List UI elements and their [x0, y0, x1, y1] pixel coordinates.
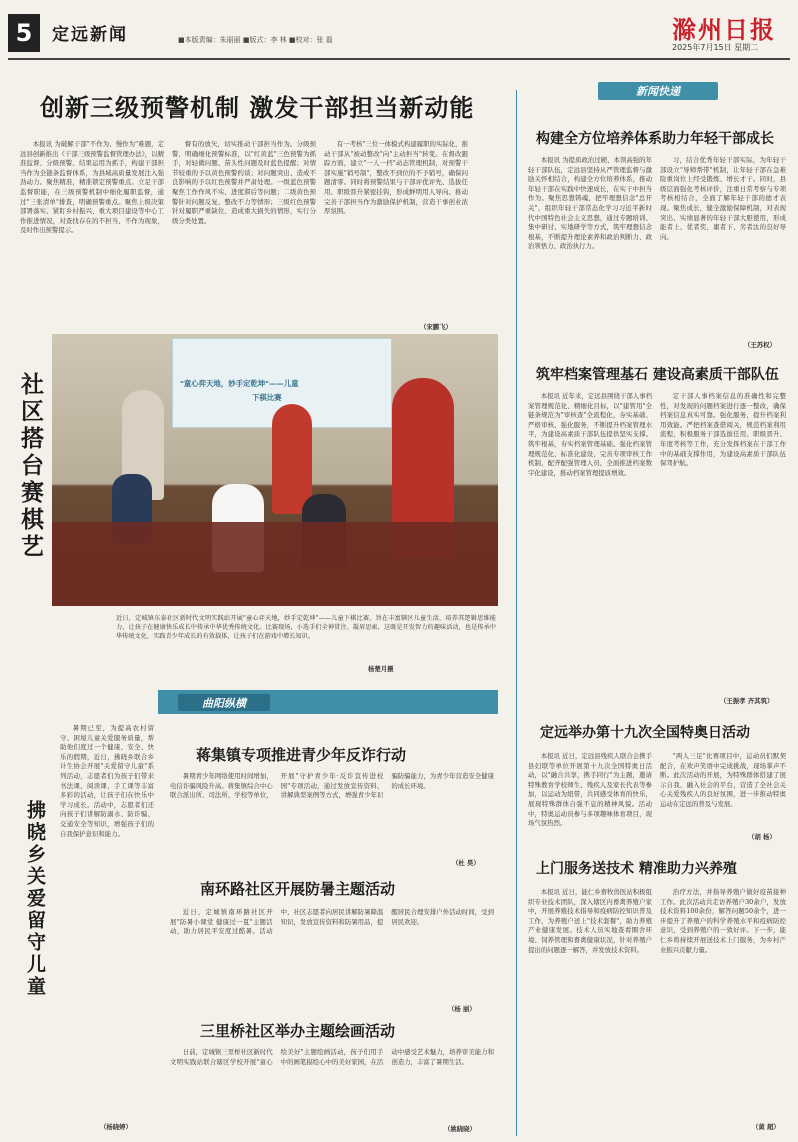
lead-body-col1 — [20, 140, 164, 332]
banner-text-2: 下棋比赛 — [252, 393, 282, 402]
a1-body-col2 — [660, 156, 786, 336]
a2-body-col1 — [528, 392, 652, 706]
volunteer-center — [272, 404, 312, 514]
a2-sig: （王振孝 齐其筑） — [720, 697, 774, 705]
quyang-side-body — [60, 724, 154, 1120]
lead-text-3: 有一考核"三位一体模式构建履职的实际化，推动干部从"被动整改"向"主动担当"转变。在督改跟踪方面，建立"一人一档"动态管理机制，对预警干部实施"销号制"，整改不到位的不予销号，确保问题清零。同时将预警结果与干部评优评先、选拔任用、职级晋升紧密挂钩，形成鲜明用人导向。推动完善干部担当作为激励保护机制，营造干事创业浓厚氛围。 — [324, 140, 468, 216]
quyang-side-title: 拂晓乡关爱留守儿童 — [24, 800, 46, 998]
a1-text-1: 本报讯 为提质政治过硬、本领高强的年轻干部队伍，定远县坚持从严管理监督与激励关怀相结合，构建全方位培养体系，推动年轻干部在实践中快速成长，在实干中担当作为。聚焦思想铸魂，把牢理想信念"总开关"，组织年轻干部常态化学习习近平新时代中国特色社会主义思想，通过专题培训、集中研讨、实地研学等方式，筑牢理想信念根基，不断提升理论素养和政治判断力、政治领悟力、政治执行力。 — [528, 156, 652, 251]
lead-body-col2 — [172, 140, 316, 332]
a2-title: 筑牢档案管理基石 建设高素质干部队伍 — [536, 367, 779, 383]
b1-body — [170, 772, 494, 850]
a3-title: 定远举办第十九次全国特奥日活动 — [540, 725, 750, 741]
a2-text-2: 定干部人事档案信息的准确性和完整性，对发现的问题档案进行逐一整改，确保档案信息真实可靠。强化服务，提升档案利用效能。严把档案查借阅关，规范档案利用流程，积极服务干部选拔任用、职级晋升、年度考核等工作，充分发挥档案在干部工作中的基础支撑作用，为建设高素质干部队伍保驾护航。 — [660, 392, 786, 468]
a2-text-1: 本报讯 近年来，定远县围绕干部人事档案管理规范化、精细化目标，以"建管用"全链条规范为"审核查"全流程化，夯实基础、严格审核、强化服务，不断提升档案管理水平，为建设高素质干部队伍提供坚实支撑。筑牢根基，夯实档案管理基础。强化档案管理规范化、标准化建设，完善专项审核工作机制，配齐配强管理人员，全面推进档案数字化建设，推动档案管理提质增效。 — [528, 392, 652, 477]
a4-body-col1 — [528, 888, 652, 1128]
a1-title: 构建全方位培养体系助力年轻干部成长 — [536, 131, 774, 147]
a3-body-col2 — [660, 752, 786, 830]
a3-text-2: "两人三足"比赛项目中，运动员们默契配合，在欢声笑语中完成挑战，现场掌声不断。此次活动的开展，为特殊群体搭建了展示自我、融入社会的平台，营造了全社会关心关爱残疾人的良好氛围，进一步推动特奥运动在定远的普及与发展。 — [660, 752, 786, 808]
masthead-rule — [8, 58, 790, 60]
a4-text-2: 治疗方法，并指导养殖户做好疫苗接种工作。此次活动共走访养殖户30余户，发放技术资料100余份，解答问题50余个，进一步提升了养殖户的科学养殖水平和疫病防控意识，受到养殖户的一致好评。下一步，能仁乡将持续开展送技术上门服务，为乡村产业振兴贡献力量。 — [660, 888, 786, 954]
lead-body-col3 — [324, 140, 468, 320]
credits-line: ■本版责编：朱丽丽 ■版式：李 林 ■校对：张 磊 — [178, 36, 333, 44]
paper-name: 滁州日报 — [672, 15, 776, 44]
banner-text-1: "童心弈天地，妙手定乾坤"——儿童 — [180, 379, 299, 388]
lead-text-2: 督有的放矢，切实推动干部担当作为。分级预警，明确细化预警标准，以"红黄蓝"三色预警为抓手，对轻微问题、苗头性问题及时蓝色提醒；对情节较重的予以黄色预警约谈；对问题突出、造成不良影响的予以红色预警并严肃处理。一级蓝色预警聚焦工作作风不实、进度滞后等问题；二级黄色预警针对问题反复、整改不力等情形；三级红色预警针对履职严重缺位、造成重大损失的情形，实行分级分类处置。 — [172, 140, 316, 225]
a4-text-1: 本报讯 近日，能仁乡畜牧兽医站积极组织专业技术团队，深入辖区内畜禽养殖户家中，开展养殖技术指导和疫病防控知识普及工作，为养殖户送上"技术套餐"，助力养殖产业健康发展。技术人员实地查看圈舍环境、饲养管理和畜禽健康状况，针对养殖户提出的问题逐一解答，并发放技术资料。 — [528, 888, 652, 954]
photo-caption: 近日，定城镇东泰社区新时代文明实践站开展"童心弈天地，妙手定乾坤"——儿童下棋比赛，旨在丰富辖区儿童生活，培养其逻辑思维能力，让孩子在健康快乐成长中传承中华优秀传统文化。比赛现场，小选手们全神贯注、凝眉思索，这既是开发智力的趣味活动，也是传承中华传统文化，实践青少年成长的有效载体，让孩子们在游戏中增长知识。 — [116, 615, 496, 640]
a1-sig: （王苏权） — [744, 341, 776, 349]
b1-text: 暑期青少年网络使用时间增加，电信诈骗风险升高。蒋集镇综合中心联合派出所、司法所、学校等单位，开展"守护青少年·反诈宣传进校园"专项活动，通过发放宣传资料、讲解典型案例等方式，增强青少年识骗防骗能力，为青少年营造安全健康的成长环境。 — [170, 772, 494, 800]
a3-sig: （胡 杨） — [748, 833, 776, 841]
lead-headline: 创新三级预警机制 激发干部担当新动能 — [40, 93, 475, 122]
a1-text-2: 习，结合优秀年轻干部实际，为年轻干部设立"导师帮带"机制，让年轻干部在急难险重岗位上经受锻炼、增长才干。同时，县级层面强化考核评价，注重日常考察与专项考核相结合，全面了解年轻干部的德才表现。聚焦成长，健全激励保障机制，对表现突出、实绩显著的年轻干部大胆使用，形成能者上、优者奖、庸者下、劣者汰的良好导向。 — [660, 156, 786, 241]
lead-text-1: 本报讯 为破解干部"不作为、慢作为"难题，定远县创新推出《干部三级预警监督管理办法》，以精准监督、分级预警、结果运用为抓手，构建干部担当作为全链条监督体系，为县域高质量发展注入强劲动力。聚焦精准，精准锁定预警重点。立足干部监督职能，在三级预警机制中细化履职监督，通过"三张清单"排查，明确预警重点。聚焦上级决策部署落实、紧盯乡村振兴、重大项目建设等中心工作推进情况，对查找存在的不担当、不作为现象，及时作出预警提示。 — [20, 140, 164, 235]
b1-title: 蒋集镇专项推进青少年反诈行动 — [196, 746, 407, 764]
quyang-tag: 曲阳纵横 — [178, 694, 270, 711]
quyang-side-sig: （杨晓婷） — [100, 1123, 132, 1131]
chess-table — [52, 522, 498, 606]
issue-date: 2025年7月15日 星期二 — [672, 43, 759, 52]
side-text: 暑期已至，为提高农村留守、困境儿童关爱服务质量，帮助他们度过一个健康、安全、快乐的假期，近日，拂晓乡联合乡计生协会开展"关爱留守儿童"系列活动，志愿者们为孩子们带来书法课、阅读课、手工课等丰富多彩的活动，让孩子们在快乐中学习成长。活动中，志愿者们还向孩子们讲解防溺水、防诈骗、交通安全等知识，增强孩子们的自我保护意识和能力。 — [60, 724, 154, 838]
b3-title: 三里桥社区举办主题绘画活动 — [200, 1022, 396, 1040]
b2-title: 南环路社区开展防暑主题活动 — [200, 880, 396, 898]
b1-sig: （杜 昊） — [452, 859, 480, 867]
b3-sig: （姚晓晓） — [444, 1125, 476, 1133]
a3-text-1: 本报讯 近日，定远县残疾人联合会携手县妇联等单位开展第十九次全国特奥日活动，以"融合共享，携手同行"为主题，邀请特殊教育学校师生、残疾人及家长代表等参加，以运动为纽带，共同感受体育的快乐，展现特殊群体自强不息的精神风貌。活动中，特奥运动员参与多项趣味体育项目，现场气氛热烈。 — [528, 752, 652, 828]
page-number: 5 — [15, 19, 33, 47]
b2-sig: （杨 丽） — [448, 1005, 476, 1013]
b3-body — [170, 1048, 494, 1124]
a4-title: 上门服务送技术 精准助力兴养殖 — [536, 861, 737, 877]
page-number-badge — [8, 14, 40, 52]
a4-body-col2 — [660, 888, 786, 1120]
a3-body-col1 — [528, 752, 652, 842]
photo-story-title: 社区搭台赛棋艺 — [17, 372, 44, 561]
b2-body — [170, 908, 494, 1004]
a4-sig: （黄 超） — [752, 1123, 780, 1131]
chess-event-photo — [52, 334, 498, 606]
a1-body-col1 — [528, 156, 652, 348]
section-title: 定远新闻 — [52, 25, 128, 45]
lead-signature: （宋鹏飞） — [420, 323, 452, 331]
b3-text: 日前，定城镇三里桥社区新时代文明实践站联合辖区学校开展"童心绘美好"主题绘画活动，孩子们用手中的画笔描绘心中的美好家园，在活动中感受艺术魅力，培养审美能力和创造力，丰富了暑期生活。 — [170, 1048, 494, 1066]
a2-body-col2 — [660, 392, 786, 696]
news-express-tag: 新闻快递 — [598, 82, 718, 100]
photo-credit: 杨楚月摄 — [368, 665, 394, 673]
b2-text: 近日，定城镇南环路社区开展"防暑小课堂 健康过一夏"主题活动，助力居民平安度过酷暑。活动中，社区志愿者向居民讲解防暑降温知识，发放宣传资料和防暑用品，提醒居民合理安排户外活动时间，受到居民欢迎。 — [170, 908, 494, 936]
